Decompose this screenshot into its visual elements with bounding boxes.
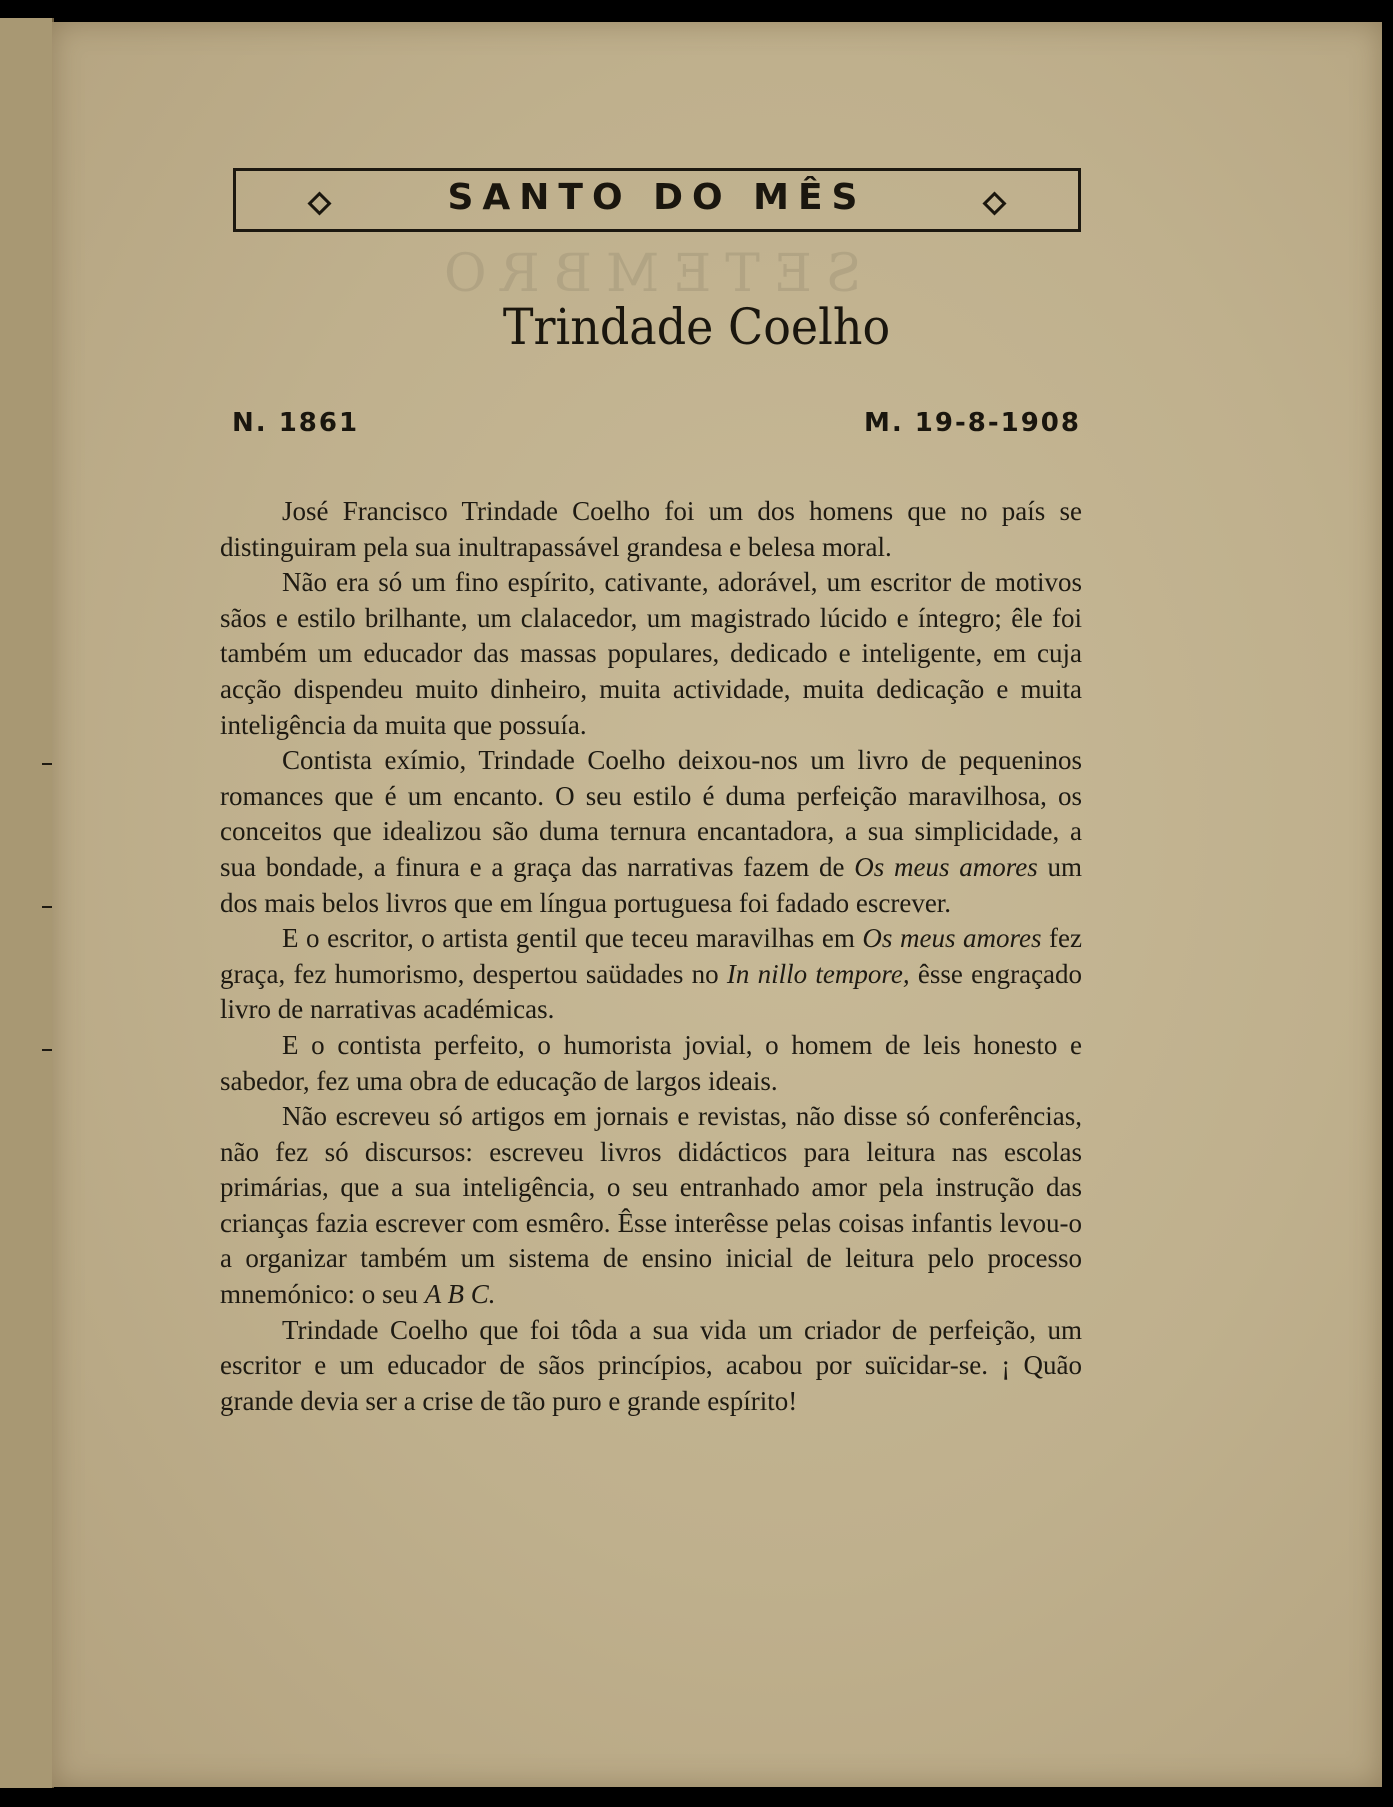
paragraph: Trindade Coelho que foi tôda a sua vida um criador de perfeição, um escritor e um educador de sãos princípios, acabou por suïcidar-se. ¡ Quão grande devia ser a crise de tão puro e grande espírito! — [220, 1314, 1082, 1416]
paragraph: José Francisco Trindade Coelho foi um dos homens que no país se distinguiram pela sua inultrapassável grandesa e belesa moral. — [220, 496, 1082, 562]
page-binding-edge — [0, 18, 54, 1788]
book-title: In nillo tempore, — [726, 958, 910, 989]
paragraph: Não era só um fino espírito, cativante, adorável, um escritor de motivos sãos e estilo brilhante, um clalacedor, um magistrado lúcido e íntegro; êle foi também um educador das massas populares, dedicado e inteligente, em cuja acção dispendeu muito dinheiro, muita actividade, muita dedicação e muita inteligência da muita que possuía. — [220, 567, 1082, 740]
paragraph: E o escritor, o artista gentil que teceu maravilhas em Os meus amores fez graça, fez humorismo, despertou saüdades no In nillo tempore, êsse engraçado livro de narrativas académicas. — [220, 923, 1083, 1025]
author-name: Trindade Coelho — [502, 298, 891, 356]
show-through-text: SETEMBRO — [430, 244, 862, 304]
book-title: A B C. — [424, 1279, 496, 1310]
paragraph: Não escreveu só artigos em jornais e revistas, não disse só conferências, não fez só discursos: escreveu livros didácticos para leitura nas escolas primárias, que a sua inteligência, o seu entranhado amor pela instrução das crianças fazia escrever com esmêro. Êsse interêsse pelas coisas infantis levou-o a organizar também um sistema de ensino inicial de leitura pelo processo mnemónico: o seu A B C. — [220, 1101, 1082, 1310]
section-title: SANTO DO MÊS — [447, 177, 867, 218]
section-header-box — [233, 168, 1081, 232]
paragraph: E o contista perfeito, o humorista jovial, o homem de leis honesto e sabedor, fez uma obra de educação de largos ideais. — [220, 1029, 1082, 1096]
death-date: M. 19-8-1908 — [863, 408, 1081, 438]
book-title: Os meus amores — [854, 851, 1038, 882]
book-title: Os meus amores — [862, 923, 1042, 954]
biography-text — [220, 494, 1082, 1419]
paragraph: Contista exímio, Trindade Coelho deixou-nos um livro de pequeninos romances que é um encanto. O seu estilo é duma perfeição maravilhosa, os conceitos que idealizou são duma ternura encantadora, a sua simplicidade, a sua bondade, a finura e a graça das narrativas fazem de Os meus amores um dos mais belos livros que em língua portuguesa foi fadado escrever. — [220, 745, 1083, 918]
birth-year: N. 1861 — [232, 408, 360, 438]
